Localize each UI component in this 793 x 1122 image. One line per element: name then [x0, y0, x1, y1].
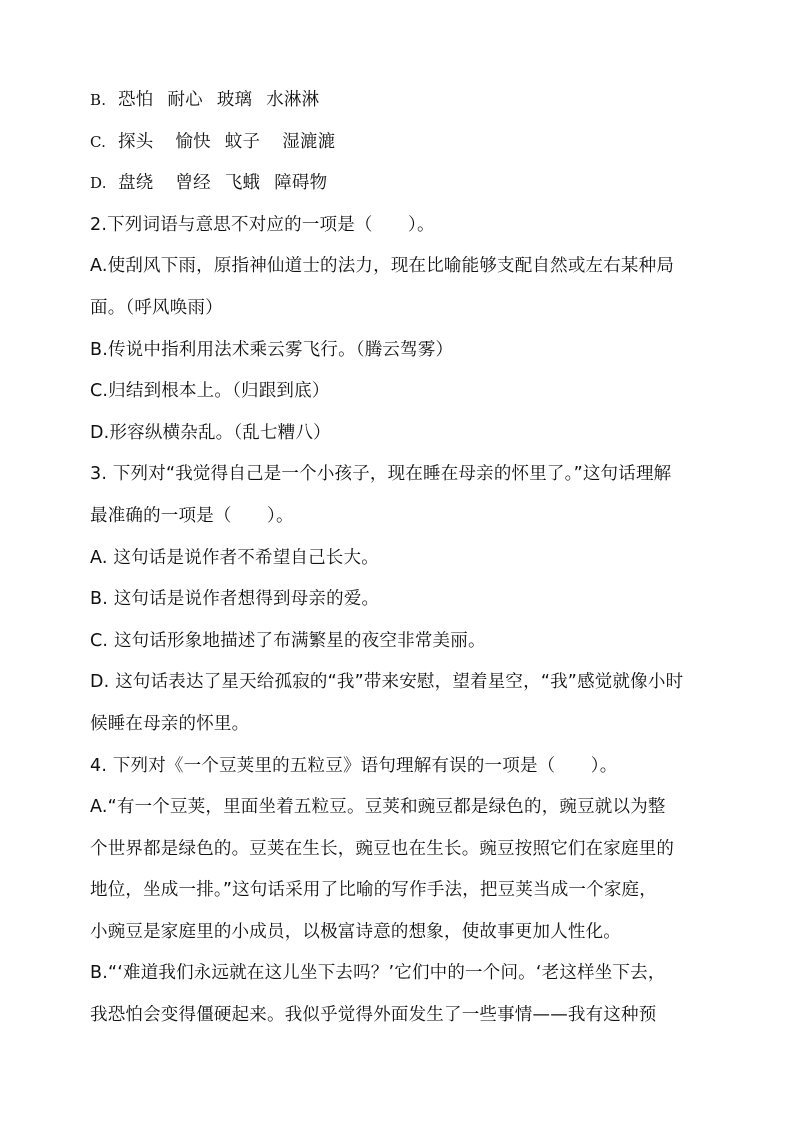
- q2-option-a-line2: 面。（呼风唤雨）: [90, 297, 223, 318]
- worksheet-page: [90, 80, 710, 1037]
- word: 探头: [118, 131, 154, 152]
- word: 障碍物: [274, 173, 328, 194]
- q4-option-a-line2: 个世界都是绿色的。豆荚在生长，豌豆也在生长。豌豆按照它们在家庭里的: [90, 838, 675, 859]
- q2-option-d: D.形容纵横杂乱。（乱七糟八）: [90, 422, 331, 443]
- q2-stem: 2.下列词语与意思不对应的一项是（ ）。: [90, 214, 435, 235]
- q4-option-a-line1: A.“有一个豆荚，里面坐着五粒豆。豆荚和豌豆都是绿色的，豌豆就以为整: [90, 797, 666, 818]
- word: 耐心: [167, 90, 203, 110]
- word: 水淋淋: [266, 90, 320, 110]
- word: 盘绕: [118, 173, 154, 194]
- q2-option-a-line1: A.使刮风下雨，原指神仙道士的法力，现在比喻能够支配自然或左右某种局: [90, 256, 675, 277]
- q4-option-a-line3: 地位，坐成一排。”这句话采用了比喻的写作手法，把豆荚当成一个家庭，: [90, 880, 657, 901]
- option-letter: D.: [90, 174, 107, 193]
- q4-option-a-line4: 小豌豆是家庭里的小成员，以极富诗意的想象，使故事更加人性化。: [90, 921, 621, 942]
- word: 愉快: [175, 131, 211, 152]
- option-letter: C.: [90, 132, 107, 151]
- q1-option-c: [90, 122, 710, 164]
- q4-option-b-line1: B.“‘难道我们永远就在这儿坐下去吗？’它们中的一个问。‘老这样坐下去，: [90, 963, 666, 984]
- q3-option-c: C. 这句话形象地描述了布满繁星的夜空非常美丽。: [90, 630, 486, 651]
- q4-stem: 4. 下列对《一个豆荚里的五粒豆》语句理解有误的一项是（ ）。: [90, 755, 618, 776]
- q4-option-b-line2: 我恐怕会变得僵硬起来。我似乎觉得外面发生了一些事情——我有这种预: [90, 1005, 657, 1026]
- q3-option-a: A. 这句话是说作者不希望自己长大。: [90, 547, 379, 568]
- q3-stem-line1: 3. 下列对“我觉得自己是一个小孩子，现在睡在母亲的怀里了。”这句话理解: [90, 464, 672, 485]
- q3-option-b: B. 这句话是说作者想得到母亲的爱。: [90, 589, 380, 610]
- word: 恐怕: [118, 90, 154, 110]
- q3-stem-line2: 最准确的一项是（ ）。: [90, 505, 294, 526]
- option-letter: B.: [90, 91, 107, 109]
- word: 玻璃: [216, 90, 253, 110]
- word: 蚊子: [224, 131, 261, 152]
- q3-option-d-line2: 候睡在母亲的怀里。: [90, 713, 250, 734]
- q1-option-d: [90, 163, 710, 205]
- word: 曾经: [175, 173, 211, 194]
- word: 飞蛾: [224, 173, 261, 194]
- q1-option-b: [90, 80, 710, 122]
- q2-option-c: C.归结到根本上。（归跟到底）: [90, 381, 330, 402]
- word: 湿漉漉: [282, 131, 336, 152]
- q3-option-d-line1: D. 这句话表达了星天给孤寂的“我”带来安慰，望着星空，“我”感觉就像小时: [90, 672, 684, 693]
- q2-option-b: B.传说中指利用法术乘云雾飞行。（腾云驾雾）: [90, 339, 454, 360]
